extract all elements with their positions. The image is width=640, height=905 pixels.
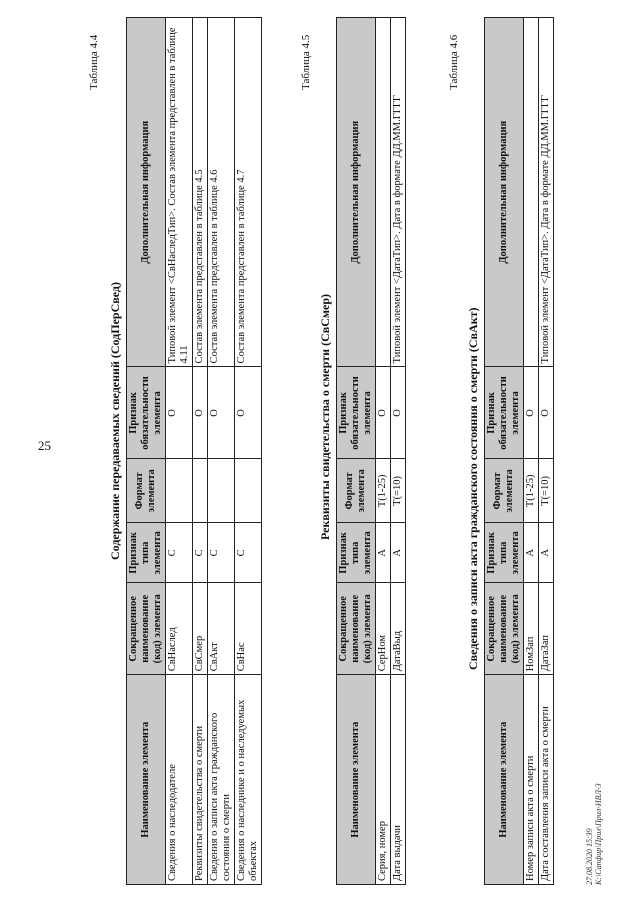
- header-cell: Формат элемента: [485, 459, 524, 523]
- cell-code: ДатаЗап: [539, 583, 554, 675]
- cell-element-name: Серия, номер: [376, 675, 391, 885]
- cell-code: СерНом: [376, 583, 391, 675]
- cell-type: С: [193, 523, 208, 583]
- table-4-4-number: Таблица 4.4: [88, 34, 100, 90]
- header-cell: Наименование элемента: [127, 675, 166, 885]
- table-row: [166, 18, 193, 885]
- cell-type: С: [235, 523, 262, 583]
- cell-type: С: [208, 523, 235, 583]
- cell-code: СвНаслед: [166, 583, 193, 675]
- table-4-5-title: Реквизиты свидетельства о смерти (СвСмер): [318, 293, 332, 540]
- table-4-4-title: Содержание передаваемых сведений (СодПерСвед): [108, 282, 122, 560]
- table-row: [208, 18, 235, 885]
- cell-element-name: Сведения о наследодателе: [166, 675, 193, 885]
- page-number: 25: [38, 438, 51, 453]
- header-cell: Сокращенное наименование (код) элемента: [485, 583, 524, 675]
- cell-format: [235, 459, 262, 523]
- cell-required: О: [539, 367, 554, 459]
- cell-element-name: Реквизиты свидетельства о смерти: [193, 675, 208, 885]
- header-cell: Дополнительная информация: [485, 18, 524, 367]
- footer-timestamp: 27.08.2020 15:39: [585, 828, 594, 885]
- table-4-5: [336, 17, 406, 885]
- cell-type: А: [524, 523, 539, 583]
- footer-stamp: [585, 783, 603, 885]
- header-cell: Формат элемента: [127, 459, 166, 523]
- cell-format: Т(1-25): [376, 459, 391, 523]
- header-cell: Сокращенное наименование (код) элемента: [337, 583, 376, 675]
- cell-required: О: [208, 367, 235, 459]
- cell-required: О: [376, 367, 391, 459]
- cell-format: [193, 459, 208, 523]
- cell-code: СвАкт: [208, 583, 235, 675]
- cell-element-name: Сведения о записи акта гражданского состояния о смерти: [208, 675, 235, 885]
- header-cell: Признак обязательности элемента: [127, 367, 166, 459]
- cell-code: НомЗап: [524, 583, 539, 675]
- header-cell: Дополнительная информация: [337, 18, 376, 367]
- table-header-row: [127, 18, 166, 885]
- cell-format: Т(=10): [391, 459, 406, 523]
- cell-code: ДатаВыд: [391, 583, 406, 675]
- cell-format: [208, 459, 235, 523]
- cell-element-name: Дата составления записи акта о смерти: [539, 675, 554, 885]
- cell-info: Состав элемента представлен в таблице 4.7: [235, 18, 262, 367]
- header-cell: Признак обязательности элемента: [337, 367, 376, 459]
- table-row: [376, 18, 391, 885]
- table-4-4: [126, 17, 262, 885]
- header-cell: Дополнительная информация: [127, 18, 166, 367]
- table-row: [193, 18, 208, 885]
- table-row: [539, 18, 554, 885]
- header-cell: Сокращенное наименование (код) элемента: [127, 583, 166, 675]
- cell-info: Состав элемента представлен в таблице 4.6: [208, 18, 235, 367]
- cell-type: С: [166, 523, 193, 583]
- header-cell: Признак типа элемента: [127, 523, 166, 583]
- cell-type: А: [376, 523, 391, 583]
- header-cell: Наименование элемента: [337, 675, 376, 885]
- table-4-5-number: Таблица 4.5: [300, 34, 312, 90]
- cell-format: Т(1-25): [524, 459, 539, 523]
- header-cell: Признак типа элемента: [337, 523, 376, 583]
- cell-required: О: [235, 367, 262, 459]
- table-row: [235, 18, 262, 885]
- cell-info: Типовой элемент <СвНаследТип>. Состав элемента представлен в таблице 4.11: [166, 18, 193, 367]
- cell-required: О: [166, 367, 193, 459]
- cell-info: Состав элемента представлен в таблице 4.5: [193, 18, 208, 367]
- cell-code: СвНас: [235, 583, 262, 675]
- cell-code: СвСмер: [193, 583, 208, 675]
- cell-info: [524, 18, 539, 367]
- cell-format: Т(=10): [539, 459, 554, 523]
- cell-required: О: [524, 367, 539, 459]
- cell-element-name: Сведения о наследнике и о наследуемых объектах: [235, 675, 262, 885]
- cell-type: А: [539, 523, 554, 583]
- cell-required: О: [193, 367, 208, 459]
- header-cell: Признак типа элемента: [485, 523, 524, 583]
- cell-type: А: [391, 523, 406, 583]
- table-header-row: [337, 18, 376, 885]
- cell-info: [376, 18, 391, 367]
- table-4-6-title: Сведения о записи акта гражданского состояния о смерти (СвАкт): [466, 307, 480, 670]
- table-row: [524, 18, 539, 885]
- table-4-6-number: Таблица 4.6: [448, 34, 460, 90]
- table-4-6: [484, 17, 554, 885]
- cell-element-name: Дата выдачи: [391, 675, 406, 885]
- header-cell: Признак обязательности элемента: [485, 367, 524, 459]
- header-cell: Формат элемента: [337, 459, 376, 523]
- cell-element-name: Номер записи акта о смерти: [524, 675, 539, 885]
- table-row: [391, 18, 406, 885]
- cell-info: Типовой элемент <ДатаТип>. Дата в формате ДД.ММ.ГГГГ: [539, 18, 554, 367]
- footer-path: К:\Сапфир\Прил\Прил-ИВЛ-3: [594, 783, 603, 885]
- cell-required: О: [391, 367, 406, 459]
- table-header-row: [485, 18, 524, 885]
- header-cell: Наименование элемента: [485, 675, 524, 885]
- cell-info: Типовой элемент <ДатаТип>. Дата в формате ДД.ММ.ГГГГ: [391, 18, 406, 367]
- cell-format: [166, 459, 193, 523]
